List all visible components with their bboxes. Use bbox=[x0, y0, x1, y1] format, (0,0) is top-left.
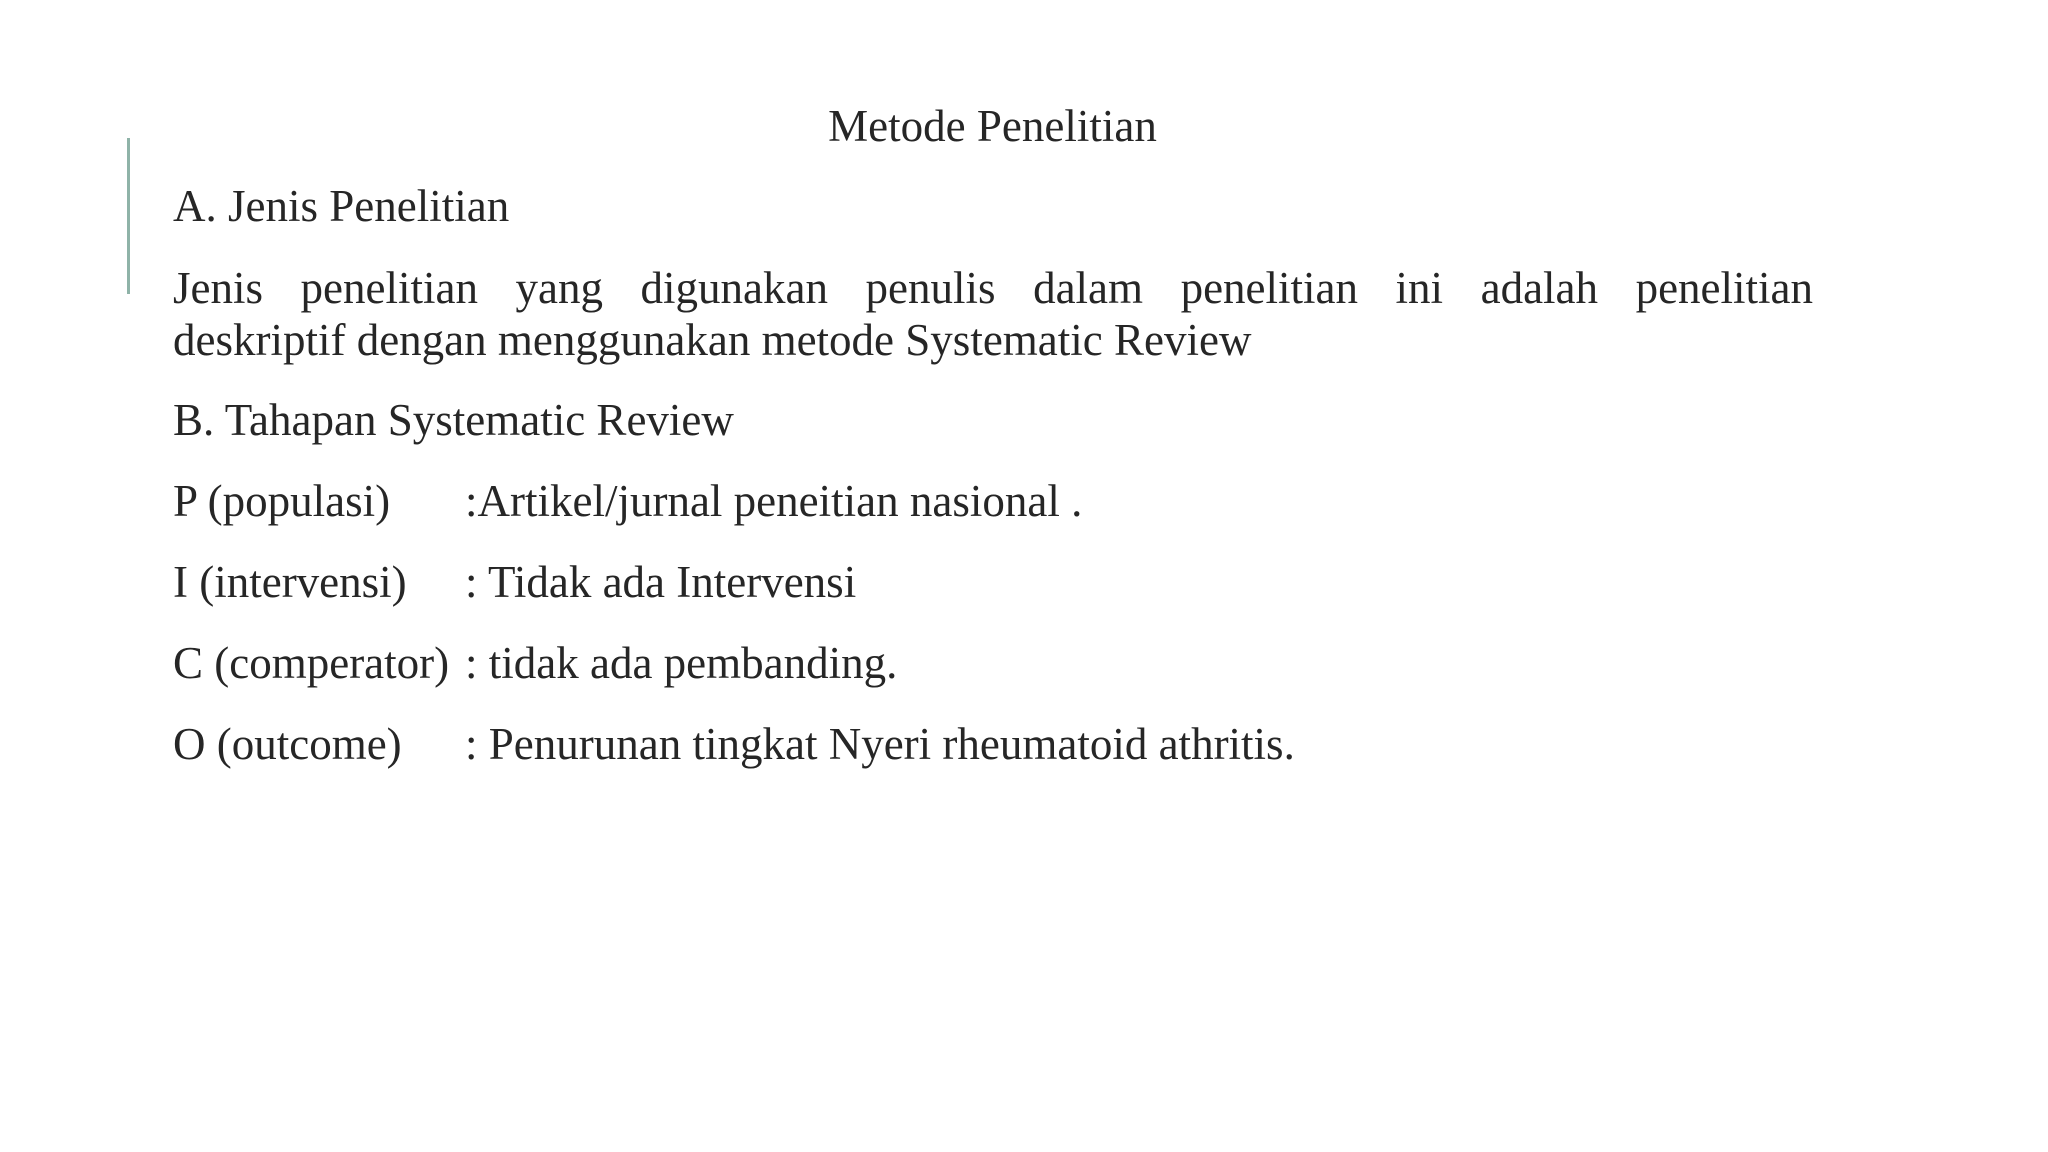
section-a-paragraph bbox=[173, 262, 1813, 366]
pico-label: I (intervensi) bbox=[173, 557, 407, 607]
pico-label: C (comperator) bbox=[173, 638, 450, 688]
section-a-heading: A. Jenis Penelitian bbox=[173, 181, 510, 231]
slide-title: Metode Penelitian bbox=[828, 101, 1157, 151]
pico-value: :Artikel/jurnal peneitian nasional . bbox=[465, 476, 1083, 526]
pico-value: : Penurunan tingkat Nyeri rheumatoid athritis. bbox=[465, 719, 1295, 769]
paragraph-line-1: Jenis penelitian yang digunakan penulis dalam penelitian ini adalah penelitian bbox=[173, 263, 1813, 313]
pico-label: P (populasi) bbox=[173, 476, 391, 526]
section-b-heading: B. Tahapan Systematic Review bbox=[173, 395, 734, 445]
pico-value: : tidak ada pembanding. bbox=[465, 638, 898, 688]
pico-value: : Tidak ada Intervensi bbox=[465, 557, 857, 607]
accent-bar bbox=[127, 138, 130, 294]
pico-label: O (outcome) bbox=[173, 719, 402, 769]
paragraph-line-2: deskriptif dengan menggunakan metode Systematic Review bbox=[173, 315, 1252, 365]
